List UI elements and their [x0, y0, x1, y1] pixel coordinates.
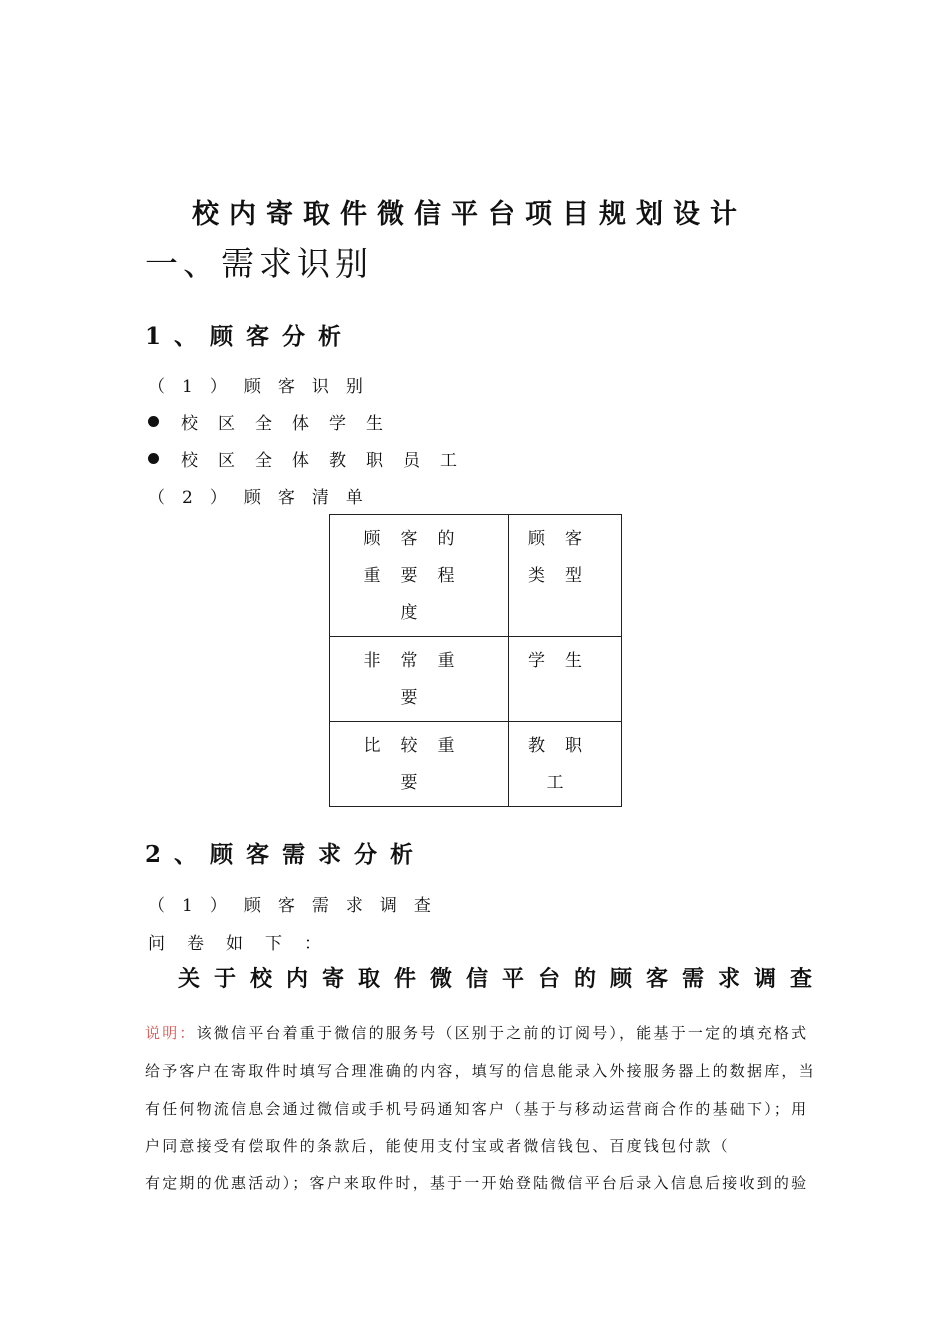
cell-line: 顾客的: [363, 529, 475, 549]
cell-line: 类型: [528, 566, 602, 586]
table-header-cell: [509, 515, 622, 637]
survey-title: 关于校内寄取件微信平台的顾客需求调查: [178, 966, 827, 992]
table-row: [330, 722, 622, 807]
note-label: 说明：: [145, 1024, 197, 1042]
bullet-dot-icon: [148, 453, 159, 464]
subsection-heading-customer-analysis: 1、顾客分析: [145, 323, 355, 350]
questionnaire-label: 问卷如下：: [148, 934, 343, 954]
table-row: [330, 637, 622, 722]
item-demand-survey: （1）顾客需求调查: [148, 896, 448, 916]
table-cell: [509, 722, 622, 807]
note-paragraph-line: [145, 1022, 905, 1043]
bullet-text: 校区全体学生: [181, 414, 403, 434]
bullet-dot-icon: [148, 416, 159, 427]
cell-line: 要: [400, 773, 438, 793]
cell-line: 重要程: [363, 566, 475, 586]
note-paragraph-line: 户同意接受有偿取件的条款后，能使用支付宝或者微信钱包、百度钱包付款（: [145, 1137, 730, 1155]
item-customer-identification: （1）顾客识别: [148, 377, 380, 397]
note-paragraph-line: 给予客户在寄取件时填写合理准确的内容，填写的信息能录入外接服务器上的数据库，当: [145, 1062, 816, 1080]
bullet-item: [148, 446, 477, 471]
bullet-text: 校区全体教职员工: [181, 451, 477, 471]
cell-line: 要: [400, 688, 438, 708]
cell-line: 学生: [528, 651, 602, 671]
note-paragraph-line: 有任何物流信息会通过微信或手机号码通知客户（基于与移动运营商合作的基础下）；用: [145, 1100, 809, 1118]
table-row: [330, 515, 622, 637]
note-text: 该微信平台着重于微信的服务号（区别于之前的订阅号），能基于一定的填充格式: [196, 1024, 809, 1042]
cell-line: 非常重: [363, 651, 475, 671]
cell-line: 比较重: [363, 736, 475, 756]
cell-line: 教职: [528, 736, 602, 756]
section-heading-requirements: 一、需求识别: [145, 244, 373, 283]
customer-list-table: [329, 514, 622, 807]
cell-line: 度: [400, 603, 438, 623]
table-cell: [330, 722, 509, 807]
bullet-item: [148, 409, 403, 434]
cell-line: 工: [546, 773, 584, 793]
subsection-heading-demand-analysis: 2、顾客需求分析: [145, 841, 427, 868]
table-cell: [509, 637, 622, 722]
cell-line: 顾客: [528, 529, 602, 549]
note-paragraph-line: 有定期的优惠活动）；客户来取件时，基于一开始登陆微信平台后录入信息后接收到的验: [145, 1174, 809, 1192]
table-header-cell: [330, 515, 509, 637]
item-customer-list: （2）顾客清单: [148, 488, 380, 508]
document-title: 校内寄取件微信平台项目规划设计: [192, 199, 747, 230]
table-cell: [330, 637, 509, 722]
